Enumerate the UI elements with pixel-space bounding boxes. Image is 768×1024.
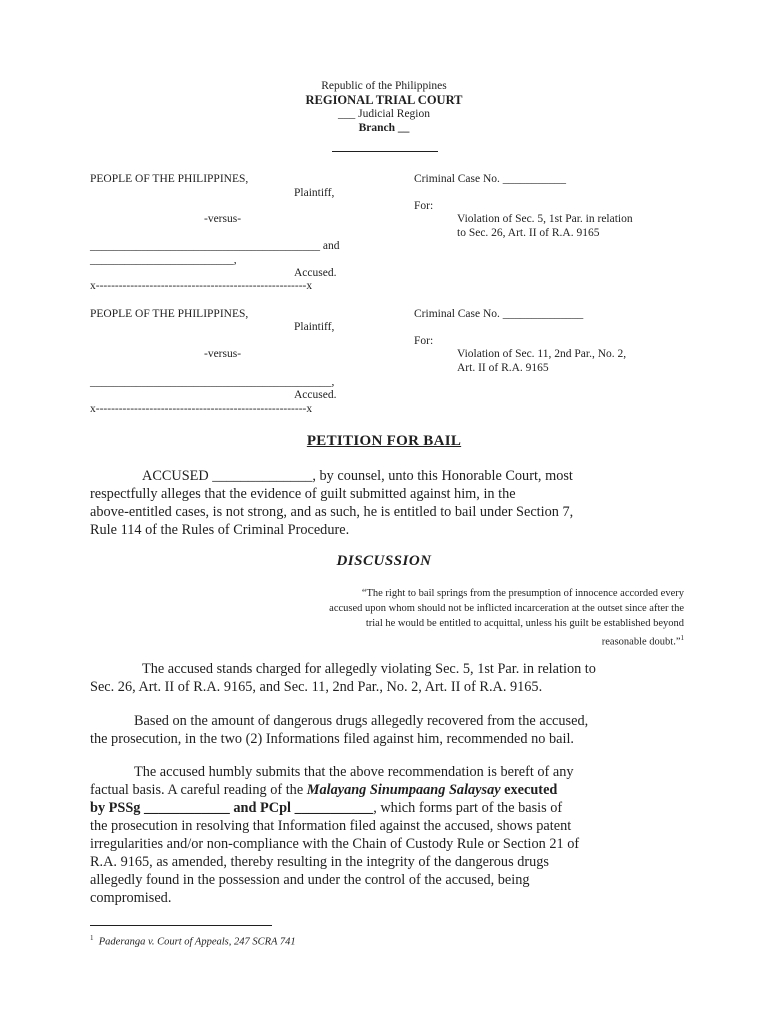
officers-names: by PSSg ____________ and PCpl ___________: [90, 800, 374, 816]
case1-violation-line2: to Sec. 26, Art. II of R.A. 9165: [457, 227, 600, 239]
para3-line3-end: , which forms part of the basis of: [373, 800, 563, 816]
para3-line2-end: executed: [500, 782, 558, 798]
case2-for-label: For:: [414, 335, 434, 347]
para3-line4: the prosecution in resolving that Information filed against the accused, shows patent: [90, 818, 572, 834]
quote-line1: “The right to bail springs from the presumption of innocence accorded every: [361, 588, 684, 599]
footnote: [90, 934, 296, 948]
case1-people: PEOPLE OF THE PHILIPPINES,: [90, 173, 249, 185]
intro-line1: ACCUSED ______________, by counsel, unto this Honorable Court, most: [142, 468, 573, 484]
para2-line1: Based on the amount of dangerous drugs allegedly recovered from the accused,: [134, 713, 589, 729]
case1-accused-blank2: _________________________,: [90, 254, 237, 266]
case2-separator: x-------------------------------------------------------x: [90, 403, 313, 415]
paragraph-no-bail: [90, 712, 678, 748]
intro-line3: above-entitled cases, is not strong, and as such, he is entitled to bail under Section 7,: [90, 504, 574, 520]
para3-line5: irregularities and/or non-compliance with the Chain of Custody Rule or Section 21 of: [90, 836, 580, 852]
petition-title: PETITION FOR BAIL: [306, 433, 462, 449]
header-underline: [332, 151, 438, 152]
case1-for-label: For:: [414, 200, 434, 212]
intro-paragraph: [90, 467, 678, 539]
case2-violation-line1: Violation of Sec. 11, 2nd Par., No. 2,: [457, 348, 627, 360]
quote-footnote-marker: 1: [680, 634, 684, 642]
paragraph-irregularities: [90, 763, 678, 907]
case1-separator: x-------------------------------------------------------x: [90, 280, 313, 292]
intro-line4: Rule 114 of the Rules of Criminal Procedure.: [90, 522, 350, 538]
para3-line7: allegedly found in the possession and under the control of the accused, being: [90, 872, 530, 888]
case1-plaintiff: Plaintiff,: [294, 187, 335, 199]
case2-accused-blank: __________________________________________,: [90, 376, 335, 388]
para3-line1: The accused humbly submits that the above recommendation is bereft of any: [134, 764, 574, 780]
case2-violation-line2: Art. II of R.A. 9165: [457, 362, 549, 374]
quote-line3: trial he would be entitled to acquittal, unless his guilt be established beyond: [365, 618, 684, 629]
intro-line2: respectfully alleges that the evidence of guilt submitted against him, in the: [90, 486, 516, 502]
republic-heading: Republic of the Philippines: [321, 80, 447, 92]
case1-accused-label: Accused.: [294, 267, 337, 279]
para3-line2-start: factual basis. A careful reading of the: [90, 782, 307, 798]
para2-line2: the prosecution, in the two (2) Informations filed against him, recommended no bail.: [90, 731, 574, 747]
case2-case-number: Criminal Case No. ______________: [414, 308, 584, 320]
judicial-region: ___ Judicial Region: [338, 108, 430, 120]
court-heading: REGIONAL TRIAL COURT: [305, 93, 463, 107]
para3-line8: compromised.: [90, 890, 172, 906]
case2-plaintiff: Plaintiff,: [294, 321, 335, 333]
case1-versus: -versus-: [204, 213, 242, 225]
para1-line2: Sec. 26, Art. II of R.A. 9165, and Sec. 11, 2nd Par., No. 2, Art. II of R.A. 9165.: [90, 679, 543, 695]
quote-line4: reasonable doubt.”: [601, 636, 681, 648]
branch-heading: Branch __: [358, 122, 410, 134]
case2-people: PEOPLE OF THE PHILIPPINES,: [90, 308, 249, 320]
case1-case-number: Criminal Case No. ___________: [414, 173, 567, 185]
case2-accused-label: Accused.: [294, 389, 337, 401]
block-quote: [200, 586, 684, 650]
case2-versus: -versus-: [204, 348, 242, 360]
case1-accused-blank1: ________________________________________ and: [90, 240, 340, 252]
footnote-marker: 1: [90, 934, 94, 942]
affidavit-title: Malayang Sinumpaang Salaysay: [306, 782, 501, 798]
paragraph-charges: [90, 660, 678, 696]
footnote-text: Paderanga v. Court of Appeals, 247 SCRA 741: [98, 936, 296, 948]
quote-line2: accused upon whom should not be inflicted incarceration at the outset since after the: [329, 603, 684, 614]
footnote-rule: [90, 925, 272, 926]
para3-line6: R.A. 9165, as amended, thereby resulting in the integrity of the dangerous drugs: [90, 854, 549, 870]
discussion-heading: DISCUSSION: [336, 553, 432, 569]
case1-violation-line1: Violation of Sec. 5, 1st Par. in relation: [457, 213, 633, 225]
para1-line1: The accused stands charged for allegedly violating Sec. 5, 1st Par. in relation to: [142, 661, 596, 677]
